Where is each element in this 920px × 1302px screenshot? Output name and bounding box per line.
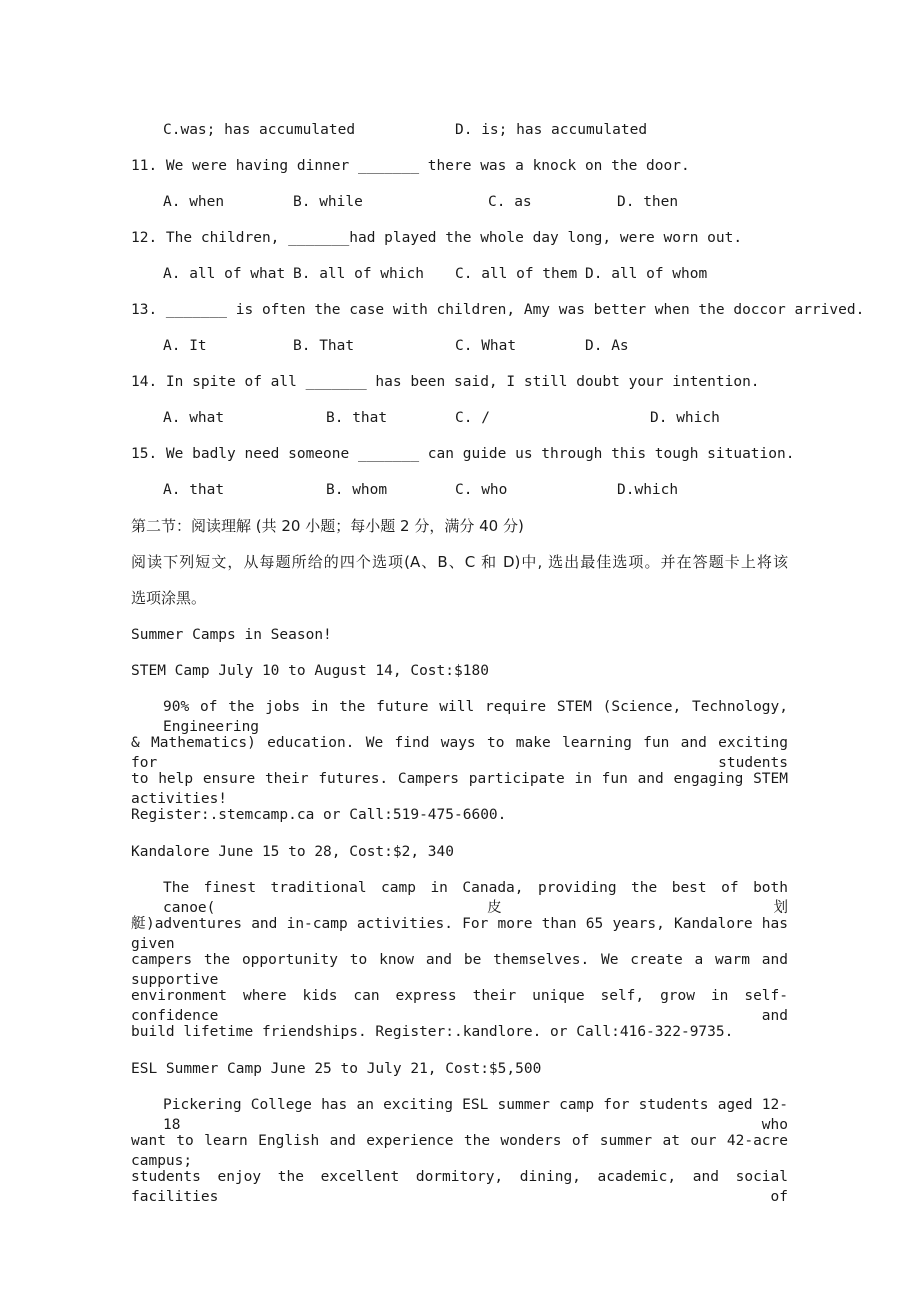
q13-option-c: C. What [455, 338, 517, 354]
question-13-stem: 13. _______ is often the case with children, Amy was better when the doccor arrived. [131, 302, 865, 318]
camp-stem-text-line: & Mathematics) education. We find ways to make learning fun and exciting for students [131, 735, 788, 771]
q13-option-b: B. That [293, 338, 355, 354]
question-11-stem: 11. We were having dinner _______ there was a knock on the door. [131, 158, 690, 174]
q13-option-a: A. It [163, 338, 207, 354]
q10-option-d: D. is; has accumulated [455, 122, 648, 138]
q15-option-d: D.which [617, 482, 679, 498]
q14-option-a: A. what [163, 410, 225, 426]
camp-stem-text-line: Register:.stemcamp.ca or Call:519-475-6600. [131, 807, 507, 823]
camp-kandalore-text-line: campers the opportunity to know and be themselves. We create a warm and supportive [131, 952, 788, 988]
camp-stem-text-line: to help ensure their futures. Campers participate in fun and engaging STEM activities! [131, 771, 788, 807]
camp-heading-kandalore: Kandalore June 15 to 28, Cost:$2, 340 [131, 844, 455, 860]
q13-option-d: D. As [585, 338, 629, 354]
camp-esl-text-line: want to learn English and experience the wonders of summer at our 42-acre campus; [131, 1133, 788, 1169]
q14-option-d: D. which [650, 410, 720, 426]
question-12-stem: 12. The children, _______had played the whole day long, were worn out. [131, 230, 743, 246]
camp-esl-text-line: Pickering College has an exciting ESL summer camp for students aged 12-18 who [163, 1097, 788, 1133]
q14-option-c: C. / [455, 410, 490, 426]
question-14-stem: 14. In spite of all _______ has been said, I still doubt your intention. [131, 374, 760, 390]
camp-kandalore-text-line: build lifetime friendships. Register:.kandlore. or Call:416-322-9735. [131, 1024, 734, 1040]
camp-esl-text-line: students enjoy the excellent dormitory, dining, academic, and social facilities of [131, 1169, 788, 1205]
q10-option-c: C.was; has accumulated [163, 122, 356, 138]
camp-heading-stem: STEM Camp July 10 to August 14, Cost:$180 [131, 663, 489, 679]
q11-option-a: A. when [163, 194, 225, 210]
q15-option-a: A. that [163, 482, 225, 498]
q11-option-c: C. as [488, 194, 532, 210]
q11-option-d: D. then [617, 194, 679, 210]
q12-option-b: B. all of which [293, 266, 424, 282]
q15-option-c: C. who [455, 482, 508, 498]
section-instruction-line-1: 阅读下列短文，从每题所给的四个选项(A、B、C 和 D)中, 选出最佳选项。并在答题卡上将该 [131, 553, 788, 571]
section-heading: 第二节：阅读理解 (共 20 小题；每小题 2 分，满分 40 分) [131, 517, 524, 535]
q12-option-a: A. all of what [163, 266, 286, 282]
passage-title: Summer Camps in Season! [131, 627, 332, 643]
q11-option-b: B. while [293, 194, 363, 210]
q14-option-b: B. that [326, 410, 388, 426]
camp-kandalore-text-line: The finest traditional camp in Canada, providing the best of both canoe(皮划 [163, 880, 788, 916]
section-instruction-line-2: 选项涂黑。 [131, 589, 207, 607]
camp-heading-esl: ESL Summer Camp June 25 to July 21, Cost:$5,500 [131, 1061, 542, 1077]
camp-kandalore-text-line: 艇)adventures and in-camp activities. For more than 65 years, Kandalore has given [131, 916, 788, 952]
q15-option-b: B. whom [326, 482, 388, 498]
camp-kandalore-text-line: environment where kids can express their unique self, grow in self-confidence and [131, 988, 788, 1024]
q12-option-d: D. all of whom [585, 266, 708, 282]
question-15-stem: 15. We badly need someone _______ can guide us through this tough situation. [131, 446, 795, 462]
camp-stem-text-line: 90% of the jobs in the future will require STEM (Science, Technology, Engineering [163, 699, 788, 735]
q12-option-c: C. all of them [455, 266, 578, 282]
